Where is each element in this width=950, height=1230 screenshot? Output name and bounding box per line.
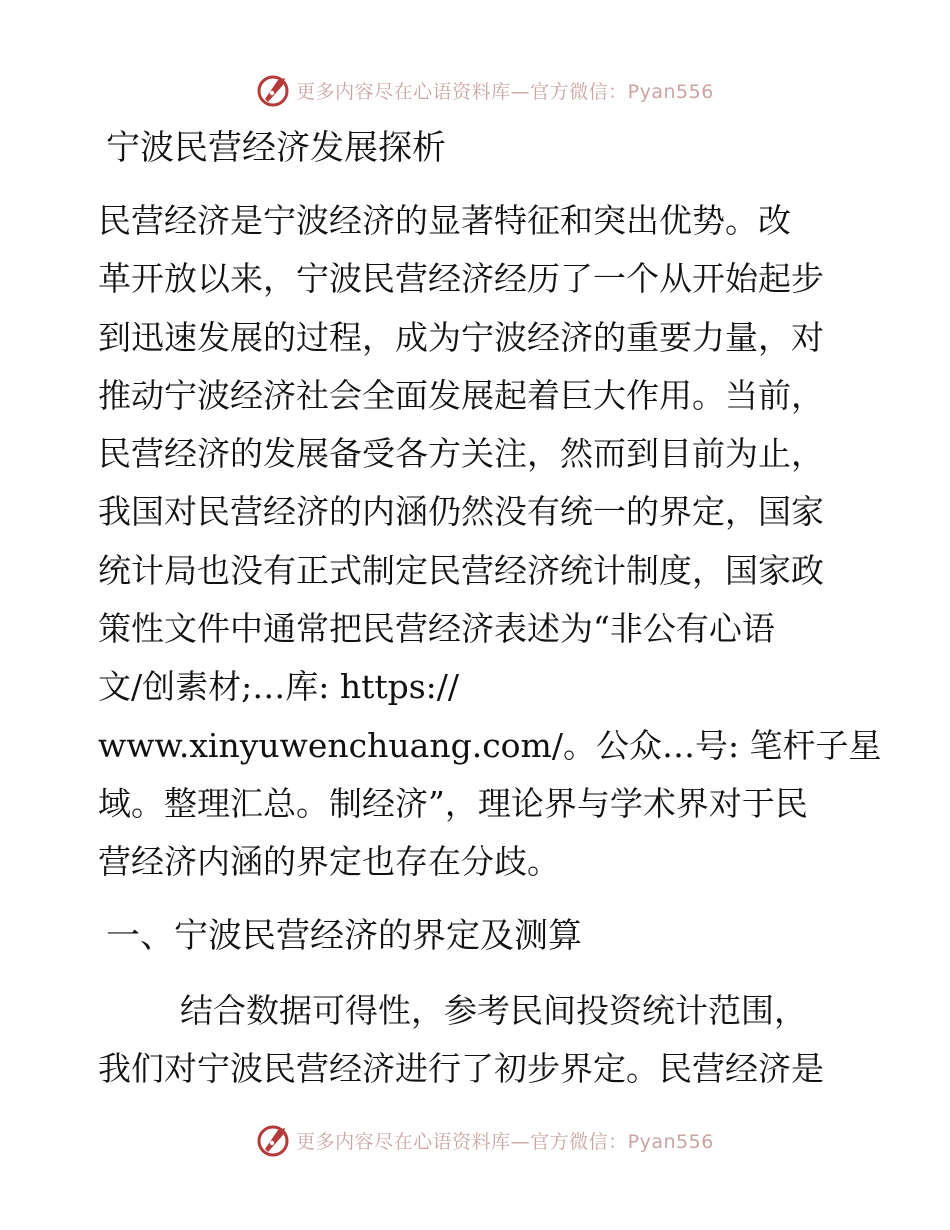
paragraph-line: 策性文件中通常把民营经济表述为“非公有心语 — [98, 609, 775, 649]
paragraph-line: www.xinyuwenchuang.com/。公众…号: 笔杆子星 — [98, 725, 882, 765]
watermark-text: 更多内容尽在心语资料库—官方微信：Pyan556 — [296, 1130, 714, 1153]
pen-nib-logo-icon — [256, 1122, 292, 1158]
paragraph-line: 到迅速发展的过程，成为宁波经济的重要力量，对 — [98, 317, 824, 357]
paragraph-line: 域。整理汇总。制经济”，理论界与学术界对于民 — [98, 783, 808, 823]
paragraph-line: 统计局也没有正式制定民营经济统计制度，国家政 — [98, 550, 824, 590]
paragraph-line: 结合数据可得性，参考民间投资统计范围， — [180, 991, 807, 1030]
paragraph-intro — [98, 192, 882, 892]
footer-watermark-banner — [0, 1118, 950, 1162]
watermark-text: 更多内容尽在心语资料库—官方微信：Pyan556 — [296, 80, 714, 103]
paragraph-line: 我国对民营经济的内涵仍然没有统一的界定，国家 — [98, 492, 824, 532]
section-heading: 一、宁波民营经济的界定及测算 — [106, 916, 582, 956]
paragraph-line: 革开放以来，宁波民营经济经历了一个从开始起步 — [98, 259, 824, 299]
paragraph-definition — [98, 982, 853, 1099]
pen-nib-logo-icon — [256, 72, 292, 108]
paragraph-line: 营经济内涵的界定也存在分歧。 — [98, 842, 560, 882]
paragraph-line: 我们对宁波民营经济进行了初步界定。民营经济是 — [98, 1049, 824, 1089]
paragraph-line: 文/创素材;…库: https:// — [98, 667, 460, 707]
document-title: 宁波民营经济发展探析 — [106, 128, 446, 168]
paragraph-line: 推动宁波经济社会全面发展起着巨大作用。当前， — [98, 375, 824, 415]
paragraph-line: 民营经济的发展备受各方关注，然而到目前为止， — [98, 434, 824, 474]
paragraph-line: 民营经济是宁波经济的显著特征和突出优势。改 — [98, 201, 791, 240]
header-watermark-banner — [0, 68, 950, 112]
